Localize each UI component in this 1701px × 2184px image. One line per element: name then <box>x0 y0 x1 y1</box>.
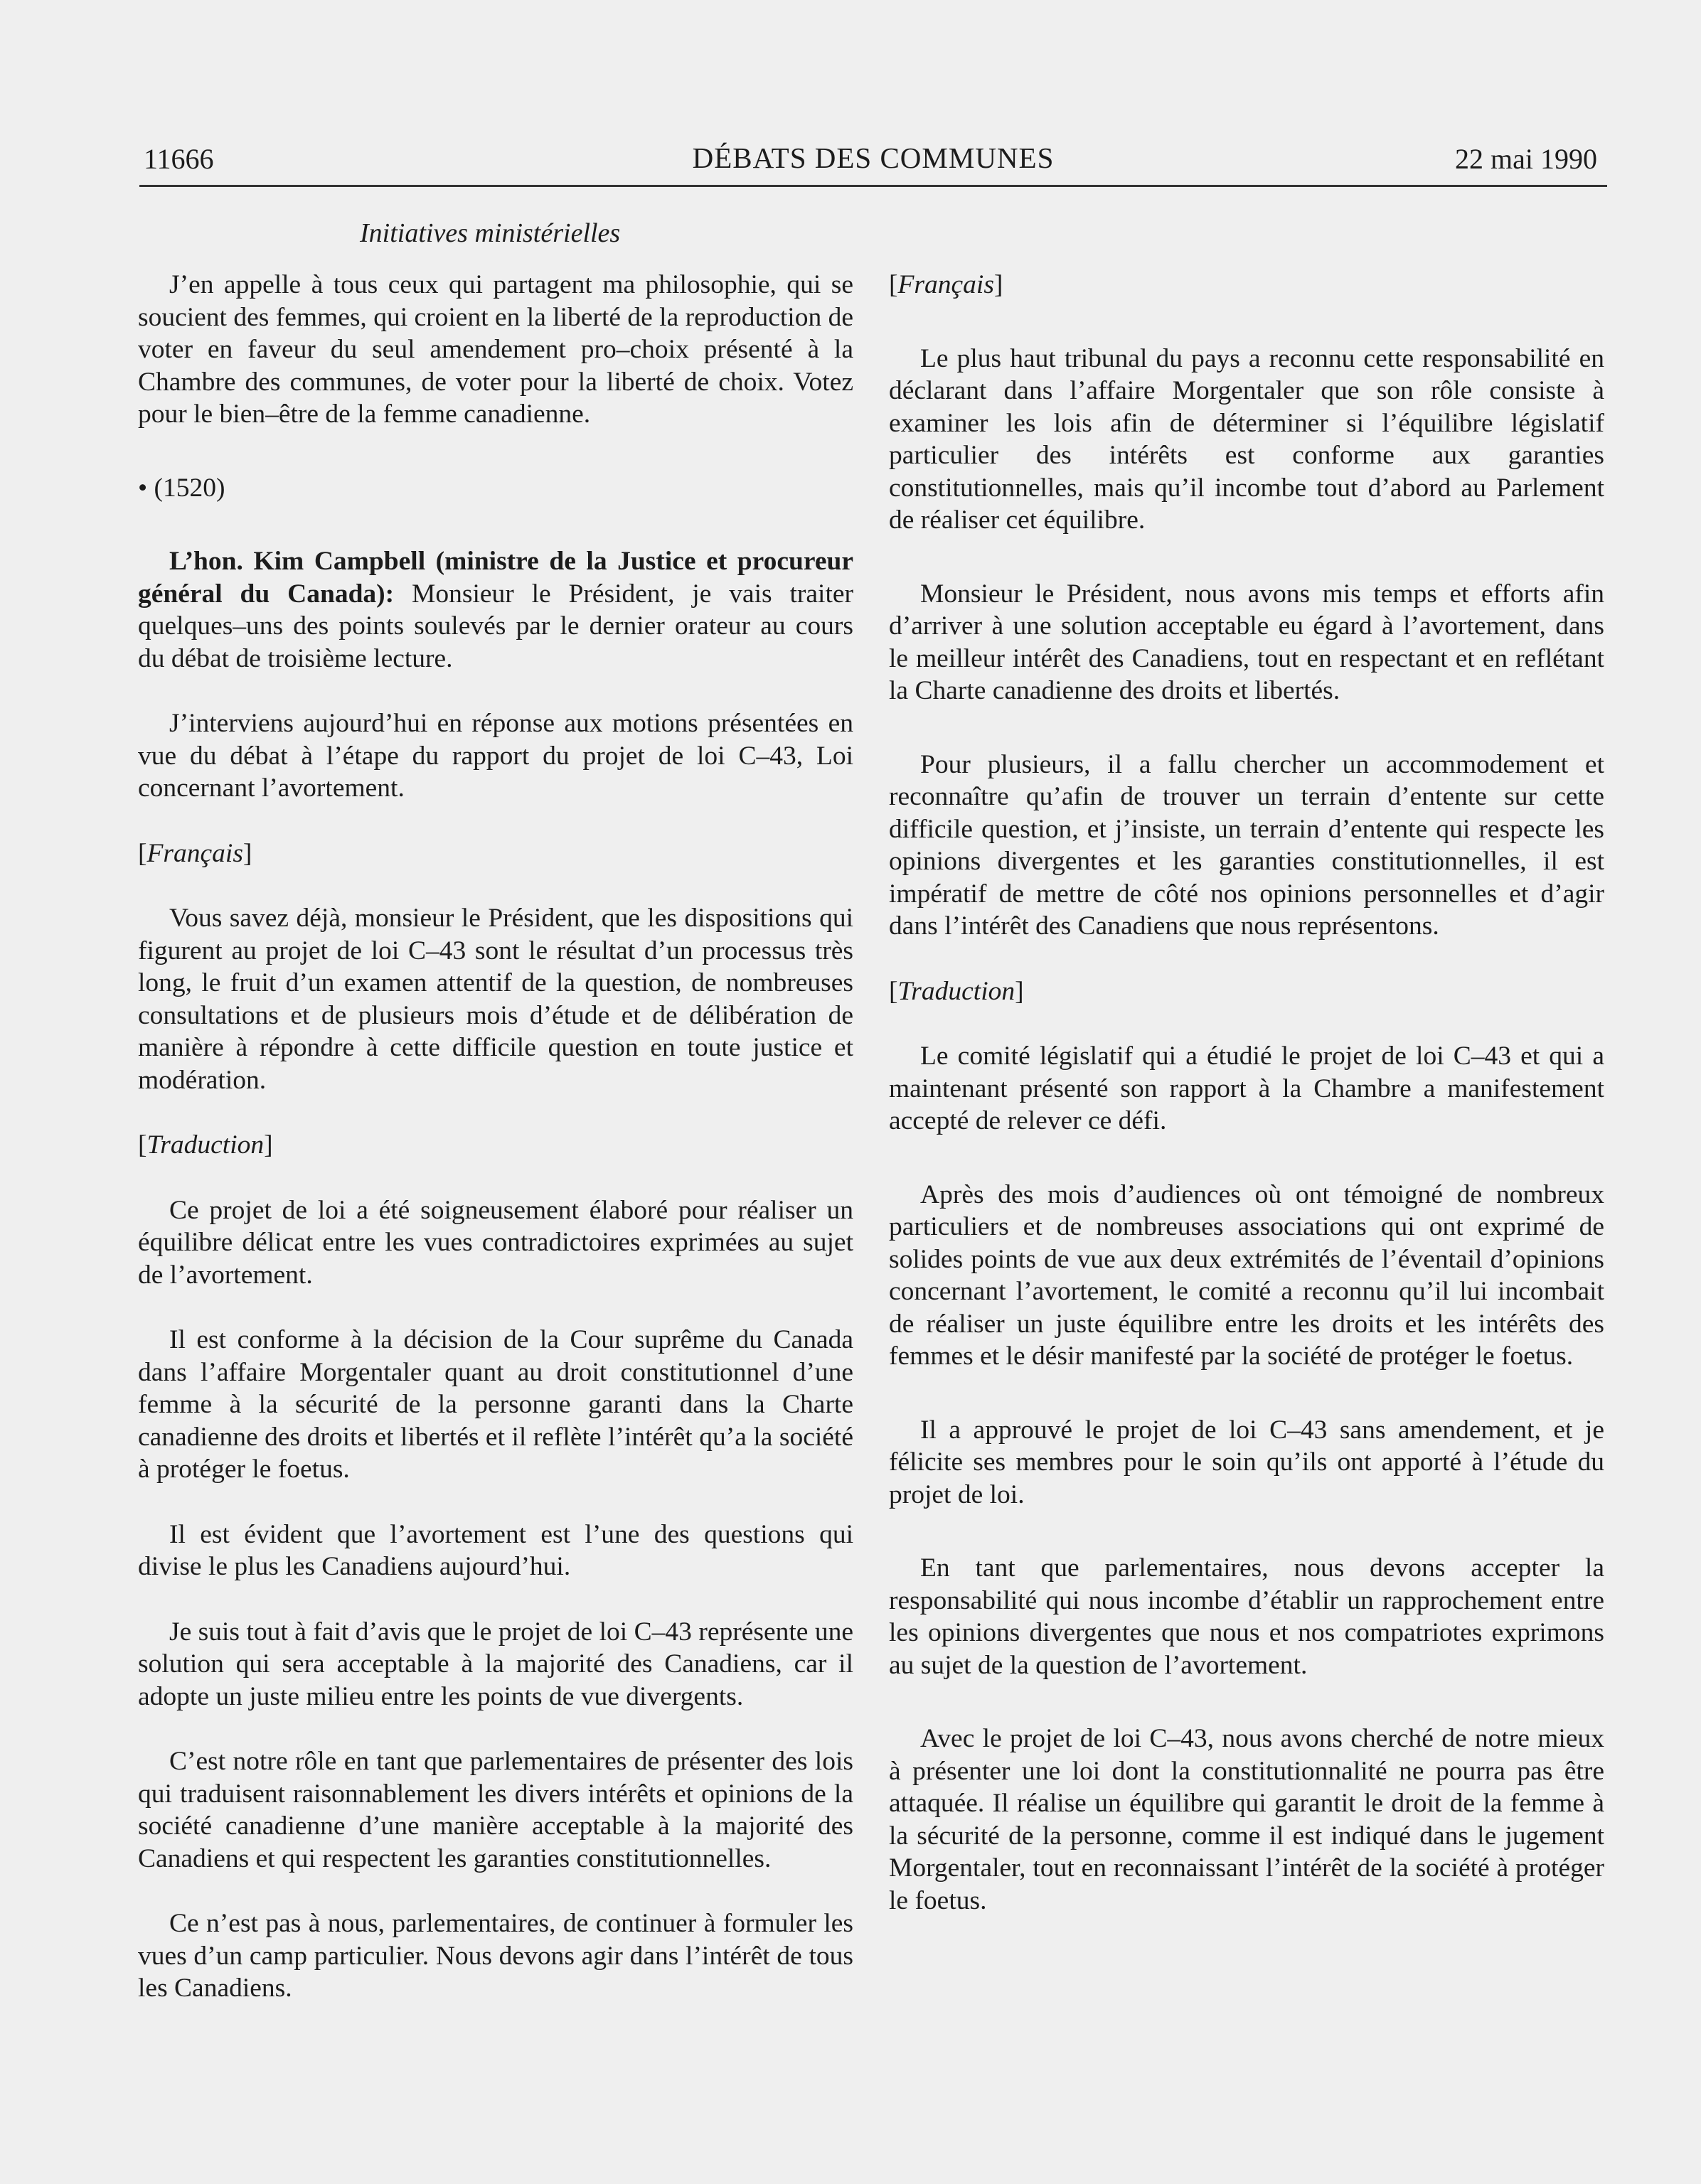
running-head: Initiatives ministérielles <box>360 218 621 248</box>
paragraph: Pour plusieurs, il a fallu chercher un accommodement et reconnaître qu’afin de trouver un terrain d’entente sur cette difficile question, et j’insiste, un terrain d’entente qui respecte les opinions divergentes et les garanties constitutionnelles, il est impératif de mettre de côté nos opinions personnelles et d’agir dans l’intérêt des Canadiens que nous représentons. <box>889 749 1604 941</box>
page-header <box>139 139 1607 187</box>
speaker-text: Monsieur le Président, je vais traiter quelques–uns des points soulevés par le dernier orateur au cours du débat de troisième lecture. <box>138 579 854 673</box>
paragraph: Avec le projet de loi C–43, nous avons cherché de notre mieux à présenter une loi dont la constitutionnalité ne pourra pas être attaquée. Il réalise un équilibre qui garantit le droit de la femme à la sécurité de la personne, comme il est indiqué dans le jugement Morgentaler, tout en reconnaissant l’intérêt de la société à protéger le foetus. <box>889 1724 1604 1915</box>
paragraph: En tant que parlementaires, nous devons accepter la responsabilité qui nous incombe d’établir un rapprochement entre les opinions divergentes que nous et nos compatriotes exprimons au sujet de la question de l’avortement. <box>889 1553 1604 1680</box>
paragraph: Il est évident que l’avortement est l’une des questions qui divise le plus les Canadiens aujourd’hui. <box>138 1519 853 1581</box>
paragraph: Après des mois d’audiences où ont témoigné de nombreux particuliers et de nombreuses associations qui ont exprimé de solides points de vue aux deux extrémités de l’éventail d’opinions concernant l’avortement, le comité a reconnu qu’il lui incombait de réaliser un juste équilibre entre les droits et les intérêts des femmes et le désir manifesté par la société de protéger le foetus. <box>889 1179 1604 1371</box>
language-label: [Français] <box>889 270 1003 299</box>
paragraph: Ce n’est pas à nous, parlementaires, de continuer à formuler les vues d’un camp particulier. Nous devons agir dans l’intérêt de tous les Canadiens. <box>138 1909 853 2003</box>
publication-title: DÉBATS DES COMMUNES <box>692 141 1055 174</box>
paragraph: J’interviens aujourd’hui en réponse aux motions présentées en vue du débat à l’étape du rapport du projet de loi C–43, Loi concernant l’avortement. <box>138 709 853 803</box>
language-label: [Traduction] <box>889 976 1024 1006</box>
publication-date: 22 mai 1990 <box>1455 143 1597 175</box>
page-number: 11666 <box>144 143 214 175</box>
paragraph: Je suis tout à fait d’avis que le projet de loi C–43 représente une solution qui sera acceptable à la majorité des Canadiens, car il adopte un juste milieu entre les points de vue divergents. <box>138 1617 853 1711</box>
left-column <box>138 269 853 2005</box>
paragraph: Il est conforme à la décision de la Cour suprême du Canada dans l’affaire Morgentaler quant au droit constitutionnel d’une femme à la sécurité de la personne garanti dans la Charte canadienne des droits et libertés et il reflète l’intérêt qu’a la société à protéger le foetus. <box>138 1325 853 1484</box>
paragraph: Le plus haut tribunal du pays a reconnu cette responsabilité en déclarant dans l’affaire Morgentaler que son rôle consiste à examiner les lois afin de déterminer si l’équilibre législatif particulier des intérêts est conforme aux garanties constitutionnelles, mais qu’il incombe tout d’abord au Parlement de réaliser cet équilibre. <box>889 343 1604 535</box>
timestamp: • (1520) <box>138 473 225 503</box>
paragraph: J’en appelle à tous ceux qui partagent ma philosophie, qui se soucient des femmes, qui croient en la liberté de la reproduction de voter en faveur du seul amendement pro–choix présenté à la Chambre des communes, de voter pour la liberté de choix. Votez pour le bien–être de la femme canadienne. <box>138 270 853 429</box>
paragraph: Monsieur le Président, nous avons mis temps et efforts afin d’arriver à une solution acceptable eu égard à l’avortement, dans le meilleur intérêt des Canadiens, tout en respectant et en reflétant la Charte canadienne des droits et libertés. <box>889 579 1604 705</box>
right-column <box>889 269 1604 1917</box>
language-label: [Traduction] <box>138 1130 273 1160</box>
paragraph: Vous savez déjà, monsieur le Président, que les dispositions qui figurent au projet de loi C–43 sont le résultat d’un processus très long, le fruit d’un examen attentif de la question, de nombreuses consultations et de plusieurs mois d’étude et de délibération de manière à répondre à cette difficile question en toute justice et modération. <box>138 904 853 1095</box>
paragraph: Il a approuvé le projet de loi C–43 sans amendement, et je félicite ses membres pour le soin qu’ils ont apporté à l’étude du projet de loi. <box>889 1415 1604 1509</box>
paragraph: C’est notre rôle en tant que parlementaires de présenter des lois qui traduisent raisonnablement les divers intérêts et opinions de la société canadienne d’une manière acceptable à la majorité des Canadiens et qui respectent les garanties constitutionnelles. <box>138 1747 853 1873</box>
paragraph: Ce projet de loi a été soigneusement élaboré pour réaliser un équilibre délicat entre les vues contradictoires exprimées au sujet de l’avortement. <box>138 1195 853 1290</box>
speaker-paragraph <box>138 545 853 675</box>
paragraph: Le comité législatif qui a étudié le projet de loi C–43 et qui a maintenant présenté son rapport à la Chambre a manifestement accepté de relever ce défi. <box>889 1042 1604 1135</box>
language-label: [Français] <box>138 838 252 868</box>
speaker-name: L’hon. Kim Campbell (ministre de la Justice et procureur général du Canada): <box>138 547 853 609</box>
